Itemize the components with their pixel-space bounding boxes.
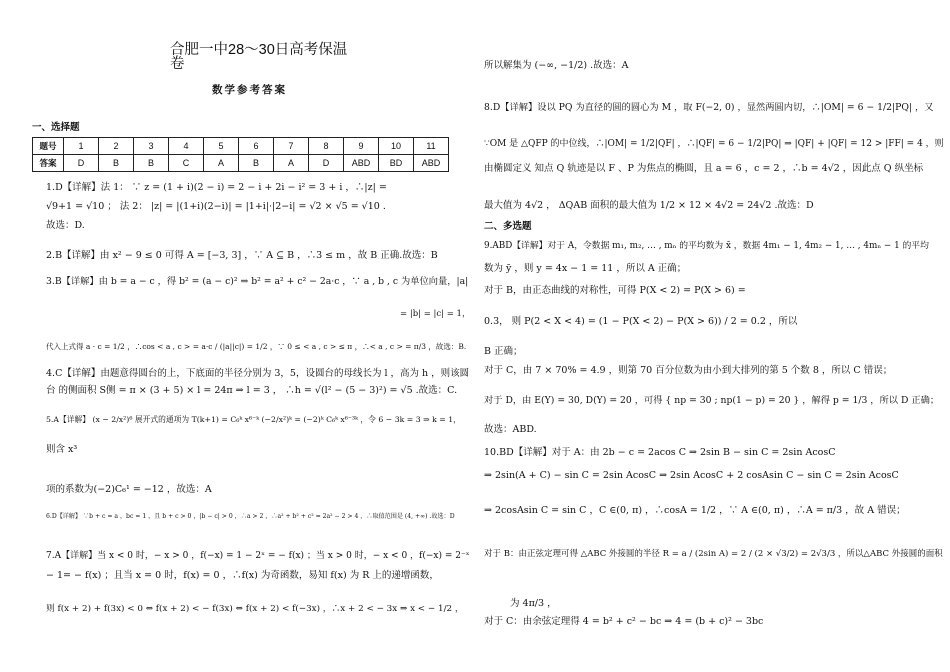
q3-line2: = |b| = |c| = 1，: [400, 309, 471, 319]
answer-cell: D: [64, 155, 99, 172]
q10-line3: ⇒ 2cosAsin C = sin C ，C ∈(0, π) ，∴cosA = 1/2 ，∵ A ∈(0, π) ，∴A = π/3 ，故 A 错误；: [484, 505, 906, 516]
q8-line2: ∵OM 是 △QFP 的中位线，∴|OM| = 1/2|QF| ，∴|QF| = 6 − 1/2|PQ| ⇒ |QF| + |QF| = 12 > |FF| = 4 ，则: [484, 139, 944, 149]
answer-cell: B: [99, 155, 134, 172]
q7-conclusion: 所以解集为 (−∞, −1/2) .故选：A: [484, 60, 629, 71]
q9-line1: 9.ABD【详解】对于 A，令数据 m₁, m₂, … , mₙ 的平均数为 x̄ ，数据 4m₁ − 1, 4m₂ − 1, … , 4mₙ − 1 的平均: [484, 241, 929, 251]
q10-line4: 对于 B：由正弦定理可得 △ABC 外接圆的半径 R = a / (2sin A) = 2 / (2 × √3/2) = 2√3/3 ，所以△ABC 外接圆的面积: [484, 549, 943, 559]
answer-cell: B: [239, 155, 274, 172]
q7-line3: 则 f(x + 2) + f(3x) < 0 ⇔ f(x + 2) < − f(3x) ⇔ f(x + 2) < f(−3x) ，∴x + 2 < − 3x ⇒ x < − 1/2 ，: [46, 604, 464, 614]
q2-line1: 2.B【详解】由 x² − 9 ≤ 0 可得 A = [−3, 3] ，∵ A ⊆ B ，∴3 ≤ m ，故 B 正确.故选：B: [46, 250, 438, 261]
answer-cell: ABD: [414, 155, 449, 172]
answer-cell: A: [274, 155, 309, 172]
page-title: 合肥一中28～30日高考保温: [170, 42, 348, 58]
table-row: [33, 138, 449, 155]
q1-line2: √9+1 = √10 ； 法 2： |z| = |(1+i)(2−i)| = |1+i|·|2−i| = √2 × √5 = √10 .: [46, 201, 386, 212]
q5-line3: 项的系数为(−2)C₆¹ = −12 ，故选：A: [46, 484, 212, 495]
section-heading-choice: 一、选择题: [32, 122, 80, 133]
q8-line4: 最大值为 4√2 ， ΔQAB 面积的最大值为 1/2 × 12 × 4√2 = 24√2 .故选：D: [484, 200, 814, 211]
question-number-cell: 10: [379, 138, 414, 155]
answer-cell: D: [309, 155, 344, 172]
question-number-cell: 7: [274, 138, 309, 155]
table-header-cell: 答案: [33, 155, 64, 172]
answer-cell: B: [134, 155, 169, 172]
q4-line1: 4.C【详解】由题意得圆台的上，下底面的半径分别为 3，5，设圆台的母线长为 l ，高为 h ，则该圆: [46, 368, 470, 379]
q5-line1: 5.A【详解】 (x − 2/x²)⁶ 展开式的通项为 T(k+1) = C₆ᵏ x⁶⁻ᵏ (−2/x²)ᵏ = (−2)ᵏ C₆ᵏ x⁶⁻³ᵏ ，令 6 − 3k = 3 ⇒ k = 1，: [46, 415, 461, 424]
answer-cell: ABD: [344, 155, 379, 172]
answer-table: [32, 137, 449, 172]
q1-line1: 1.D【详解】法 1： ∵ z = (1 + i)(2 − i) = 2 − i + 2i − i² = 3 + i ，∴|z| =: [46, 182, 387, 193]
q9-line2: 数为 ȳ ，则 y = 4x − 1 = 11 ，所以 A 正确；: [484, 263, 687, 274]
question-number-cell: 2: [99, 138, 134, 155]
q3-line1: 3.B【详解】由 b = a − c ，得 b² = (a − c)² ⇒ b² = a² + c² − 2a·c ，∵ a , b , c 为单位向量，|a|: [46, 276, 469, 287]
q8-line3: 由椭圆定义 知点 Q 轨迹是以 F 、P 为焦点的椭圆，且 a = 6 ，c = 2 ，∴b = 4√2 ，因此点 Q 纵坐标: [484, 163, 924, 174]
q5-line2: 则含 x³: [46, 444, 78, 455]
q6-line1: 6.D【详解】 ∵b + c = a ，bc = 1 ，且 b + c > 0 ，|b − c| > 0 ，∴a > 2 ，∴a² + b² + c² = 2a² − 2 > 4 ，∴取值范围是 (4, +∞) .故选：D: [46, 513, 455, 520]
q9-line8: 故选：ABD.: [484, 424, 537, 435]
q4-line2: 台 的侧面积 S侧 = π × (3 + 5) × l = 24π ⇒ l = 3 ， ∴h = √(l² − (5 − 3)²) = √5 .故选：C.: [46, 385, 458, 396]
q7-line2: − 1= − f(x) ；且当 x = 0 时，f(x) = 0 ，∴f(x) 为奇函数，易知 f(x) 为 R 上的递增函数，: [46, 570, 439, 581]
q10-line6: 对于 C：由余弦定理得 4 = b² + c² − bc ⇒ 4 = (b + c)² − 3bc: [484, 616, 764, 627]
q9-line5: B 正确；: [484, 346, 523, 357]
q7-line1: 7.A【详解】当 x < 0 时，− x > 0 ，f(−x) = 1 − 2ˣ = − f(x) ；当 x > 0 时，− x < 0 ，f(−x) = 2⁻ˣ: [46, 551, 470, 561]
page-subtitle: 数学参考答案: [212, 84, 287, 96]
answer-cell: C: [169, 155, 204, 172]
q3-line3: 代入上式得 a · c = 1/2 ，∴cos < a , c > = a·c / (|a||c|) = 1/2 ，∵ 0 ≤ < a , c > ≤ π ，∴< a , c > = π/3 ，故选：B.: [46, 342, 467, 351]
question-number-cell: 4: [169, 138, 204, 155]
q9-line7: 对于 D，由 E(Y) = 30, D(Y) = 20 ，可得 { np = 30 ; np(1 − p) = 20 } ，解得 p = 1/3 ，所以 D 正确；: [484, 395, 940, 406]
page-title-continued: 卷: [170, 56, 185, 72]
question-number-cell: 5: [204, 138, 239, 155]
q8-line1: 8.D【详解】设以 PQ 为直径的圆的圆心为 M ，取 F(−2, 0) ，显然两圆内切，∴|OM| = 6 − 1/2|PQ| ，又: [484, 102, 934, 113]
q1-line3: 故选：D.: [46, 220, 85, 231]
q10-line5: 为 4π/3 ，: [510, 598, 557, 609]
question-number-cell: 8: [309, 138, 344, 155]
question-number-cell: 11: [414, 138, 449, 155]
q9-line3: 对于 B，由正态曲线的对称性，可得 P(X < 2) = P(X > 6) =: [484, 285, 746, 296]
question-number-cell: 3: [134, 138, 169, 155]
q9-line4: 0.3， 则 P(2 < X < 4) = (1 − P(X < 2) − P(X > 6)) / 2 = 0.2 ，所以: [484, 316, 798, 327]
q10-line1: 10.BD【详解】对于 A：由 2b − c = 2acos C ⇒ 2sin B − sin C = 2sin AcosC: [484, 447, 836, 458]
question-number-cell: 9: [344, 138, 379, 155]
q9-line6: 对于 C，由 7 × 70% = 4.9 ，则第 70 百分位数为由小到大排列的第 5 个数 8 ，所以 C 错误；: [484, 365, 893, 376]
question-number-cell: 6: [239, 138, 274, 155]
answer-cell: A: [204, 155, 239, 172]
answer-cell: BD: [379, 155, 414, 172]
table-header-cell: 题号: [33, 138, 64, 155]
q10-line2: ⇒ 2sin(A + C) − sin C = 2sin AcosC ⇒ 2sin AcosC + 2 cosAsin C − sin C = 2sin AcosC: [484, 470, 899, 481]
question-number-cell: 1: [64, 138, 99, 155]
table-row: [33, 155, 449, 172]
section-heading-multi: 二、多选题: [484, 221, 532, 232]
